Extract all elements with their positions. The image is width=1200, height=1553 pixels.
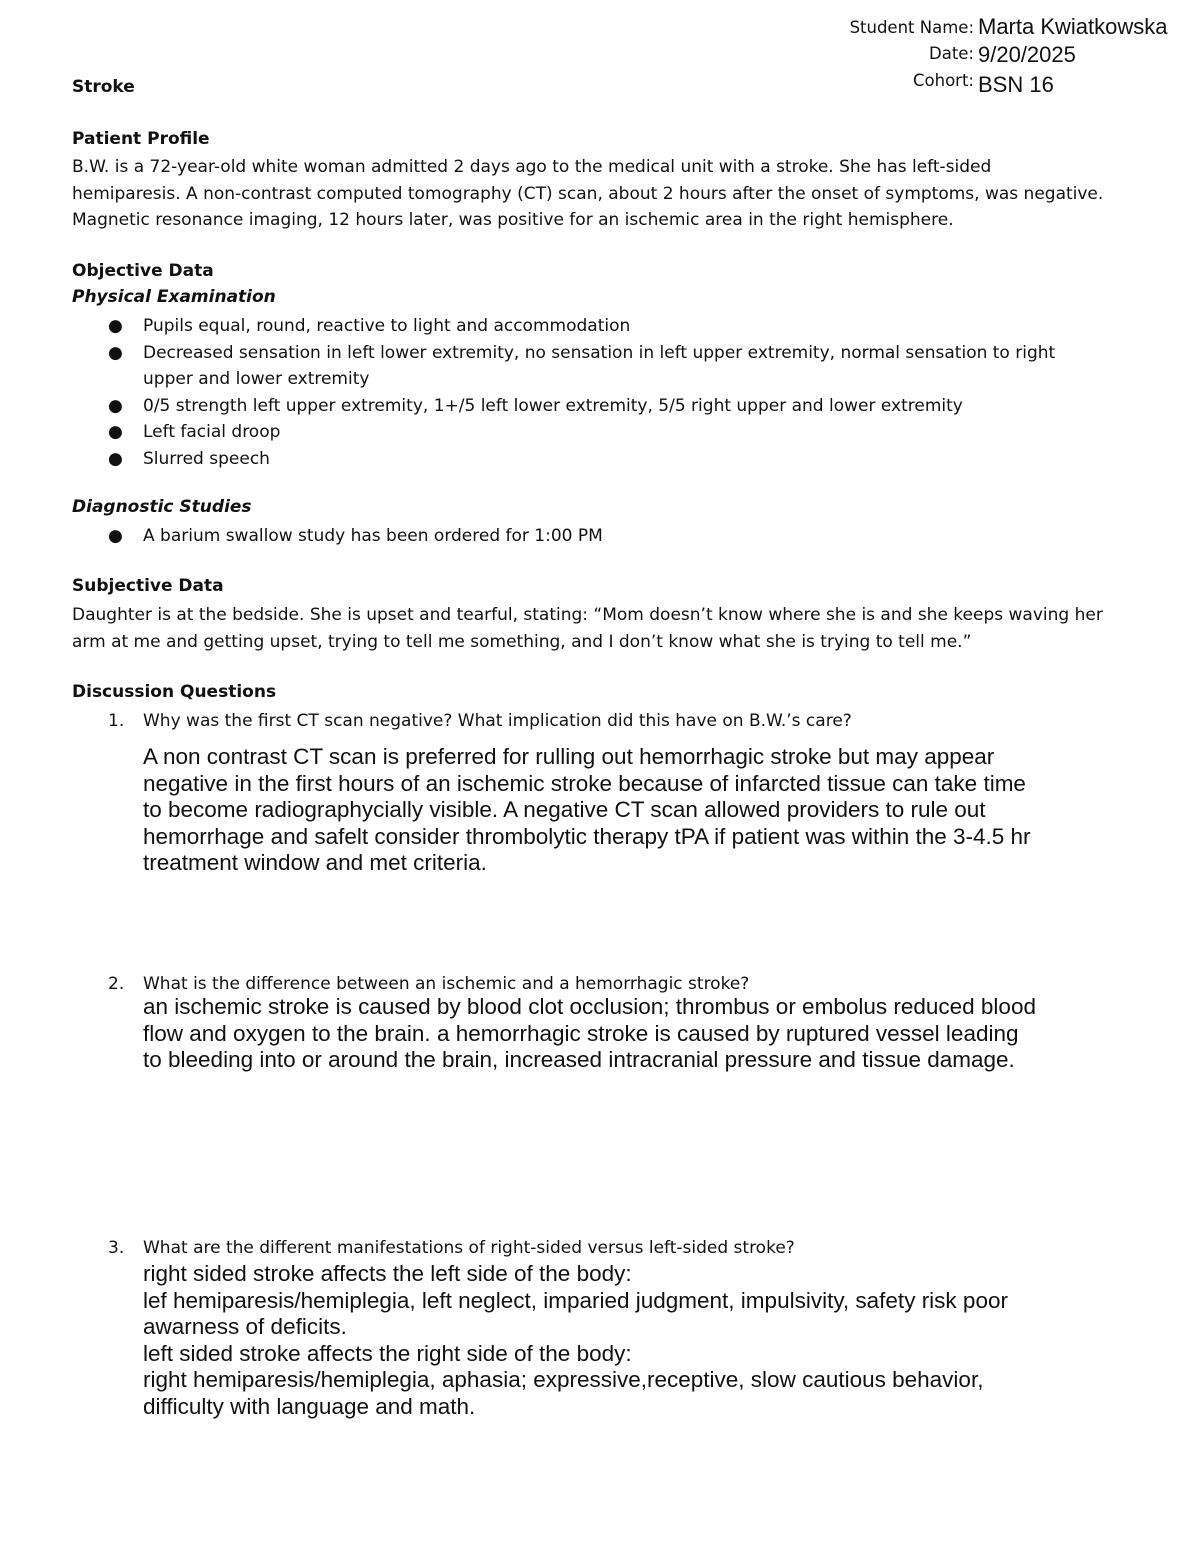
answer-line: to bleeding into or around the brain, increased intracranial pressure and tissue damage.	[143, 1047, 1015, 1072]
discussion-questions-heading: Discussion Questions	[72, 682, 277, 702]
question-1	[108, 708, 1108, 734]
list-item: ● A barium swallow study has been ordered for 1:00 PM	[108, 523, 1108, 550]
answer-line: negative in the first hours of an ischemic stroke because of infarcted tissue can take time	[143, 770, 1026, 796]
diagnostic-studies-heading: Diagnostic Studies	[72, 497, 252, 517]
answer-line: lef hemiparesis/hemiplegia, left neglect, imparied judgment, impulsivity, safety risk poor	[143, 1287, 1008, 1313]
bullet-icon: ●	[108, 342, 123, 363]
list-item: ● Left facial droop	[108, 419, 1108, 446]
bullet-icon: ●	[108, 422, 123, 442]
subjective-text	[72, 602, 1162, 655]
physical-examination-heading: Physical Examination	[72, 287, 276, 307]
cohort-label: Cohort:	[913, 71, 974, 90]
question-3	[108, 1235, 1108, 1261]
question-number: 2.	[108, 974, 125, 994]
bullet-icon: ●	[108, 448, 123, 469]
answer-line: awarness of deficits.	[143, 1314, 347, 1339]
list-item: ● Pupils equal, round, reactive to light and accommodation	[108, 313, 1108, 340]
list-item: ● Decreased sensation in left lower extremity, no sensation in left upper extremity, normal sensation to right upper and lower extremity	[108, 340, 1108, 393]
bullet-icon: ●	[108, 526, 123, 546]
answer-line: A non contrast CT scan is preferred for rulling out hemorrhagic stroke but may appear	[143, 744, 995, 769]
answer-line: an ischemic stroke is caused by blood clot occlusion; thrombus or embolus reduced blood	[143, 994, 1036, 1019]
subjective-line: Daughter is at the bedside. She is upset and tearful, stating: “Mom doesn’t know where she is and she keeps waving her	[72, 605, 1103, 625]
page-title: Stroke	[72, 77, 135, 97]
date-value[interactable]: 9/20/2025	[978, 42, 1076, 67]
answer-1[interactable]	[143, 744, 1143, 877]
student-name-value[interactable]: Marta Kwiatkowska	[978, 14, 1168, 39]
answer-line: treatment window and met criteria.	[143, 850, 487, 875]
question-number: 1.	[108, 711, 125, 731]
question-text: What is the difference between an ischemic and a hemorrhagic stroke?	[143, 974, 750, 994]
answer-line: flow and oxygen to the brain. a hemorrhagic stroke is caused by ruptured vessel leading	[143, 1020, 1019, 1046]
subjective-data-heading: Subjective Data	[72, 576, 224, 596]
answer-line: right hemiparesis/hemiplegia, aphasia; expressive,receptive, slow cautious behavior,	[143, 1367, 984, 1392]
bullet-icon: ●	[108, 316, 123, 336]
answer-line: to become radiographycially visible. A negative CT scan allowed providers to rule out	[143, 797, 986, 822]
answer-line: left sided stroke affects the right side of the body:	[143, 1340, 632, 1366]
diagnostic-list	[108, 523, 1108, 550]
patient-profile-line: hemiparesis. A non-contrast computed tomography (CT) scan, about 2 hours after the onset of symptoms, was negative.	[72, 183, 1104, 204]
answer-line: difficulty with language and math.	[143, 1393, 476, 1419]
patient-profile-heading: Patient Profile	[72, 129, 210, 149]
subjective-line: arm at me and getting upset, trying to tell me something, and I don’t know what she is trying to tell me.”	[72, 631, 972, 652]
student-name-label: Student Name:	[849, 18, 974, 37]
bullet-icon: ●	[108, 395, 123, 416]
answer-line: right sided stroke affects the left side of the body:	[143, 1261, 632, 1286]
list-item: ● Slurred speech	[108, 446, 1108, 473]
date-label: Date:	[929, 44, 974, 63]
cohort-value[interactable]: BSN 16	[978, 72, 1054, 97]
answer-line: hemorrhage and safelt consider thrombolytic therapy tPA if patient was within the 3-4.5 hr	[143, 823, 1031, 849]
patient-profile-line: Magnetic resonance imaging, 12 hours later, was positive for an ischemic area in the right hemisphere.	[72, 210, 954, 230]
question-number: 3.	[108, 1238, 125, 1258]
physical-exam-list	[108, 313, 1108, 472]
question-text: Why was the first CT scan negative? What implication did this have on B.W.’s care?	[143, 711, 852, 731]
objective-data-heading: Objective Data	[72, 261, 214, 281]
patient-profile-line: B.W. is a 72-year-old white woman admitted 2 days ago to the medical unit with a stroke. She has left-sided	[72, 157, 992, 177]
answer-3[interactable]	[143, 1261, 1143, 1420]
answer-2[interactable]	[143, 994, 1143, 1074]
list-item: ● 0/5 strength left upper extremity, 1+/5 left lower extremity, 5/5 right upper and lower extremity	[108, 393, 1108, 420]
question-text: What are the different manifestations of right-sided versus left-sided stroke?	[143, 1238, 795, 1258]
patient-profile-text	[72, 154, 1162, 234]
